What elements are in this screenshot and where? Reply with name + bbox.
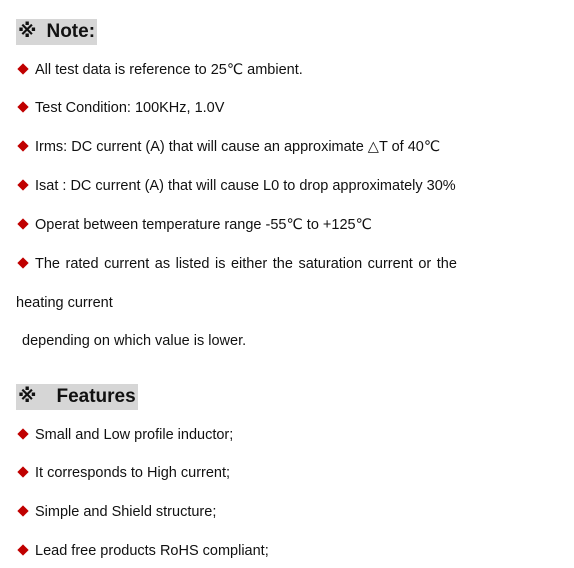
note-item-text: The rated current as listed is either the saturation current or the	[35, 256, 457, 272]
note-item	[16, 255, 457, 273]
diamond-bullet-icon	[17, 545, 28, 556]
note-heading	[16, 19, 97, 45]
feature-item	[16, 503, 216, 521]
note-item-text: Irms: DC current (A) that will cause an approximate △T of 40℃	[35, 139, 441, 155]
note-title: Note:	[46, 21, 96, 42]
features-title: Features	[56, 386, 136, 407]
note-item-text: All test data is reference to 25℃ ambient.	[35, 62, 303, 78]
note-item	[16, 138, 440, 156]
diamond-bullet-icon	[17, 506, 28, 517]
note-item	[16, 61, 303, 79]
features-heading	[16, 384, 138, 410]
note-continuation: depending on which value is lower.	[18, 333, 247, 349]
feature-item-text: Lead free products RoHS compliant;	[35, 543, 269, 559]
diamond-bullet-icon	[17, 64, 28, 75]
reference-mark-icon: ※	[18, 386, 37, 407]
feature-item	[16, 464, 230, 482]
diamond-bullet-icon	[17, 467, 28, 478]
note-item	[16, 216, 372, 234]
reference-mark-icon: ※	[18, 21, 37, 42]
diamond-bullet-icon	[17, 102, 28, 113]
feature-item-text: It corresponds to High current;	[35, 465, 231, 481]
feature-item	[16, 426, 233, 444]
note-item	[16, 99, 224, 117]
note-item-text: Test Condition: 100KHz, 1.0V	[35, 100, 225, 116]
note-item-text: Operat between temperature range -55℃ to +125℃	[35, 217, 372, 233]
feature-item	[16, 542, 269, 560]
diamond-bullet-icon	[17, 219, 28, 230]
note-item-text: Isat : DC current (A) that will cause L0 to drop approximately 30%	[35, 178, 456, 194]
feature-item-text: Simple and Shield structure;	[35, 504, 217, 520]
diamond-bullet-icon	[17, 258, 28, 269]
note-item	[16, 177, 456, 195]
diamond-bullet-icon	[17, 141, 28, 152]
diamond-bullet-icon	[17, 180, 28, 191]
diamond-bullet-icon	[17, 429, 28, 440]
note-continuation: heating current	[16, 295, 113, 311]
feature-item-text: Small and Low profile inductor;	[35, 427, 234, 443]
